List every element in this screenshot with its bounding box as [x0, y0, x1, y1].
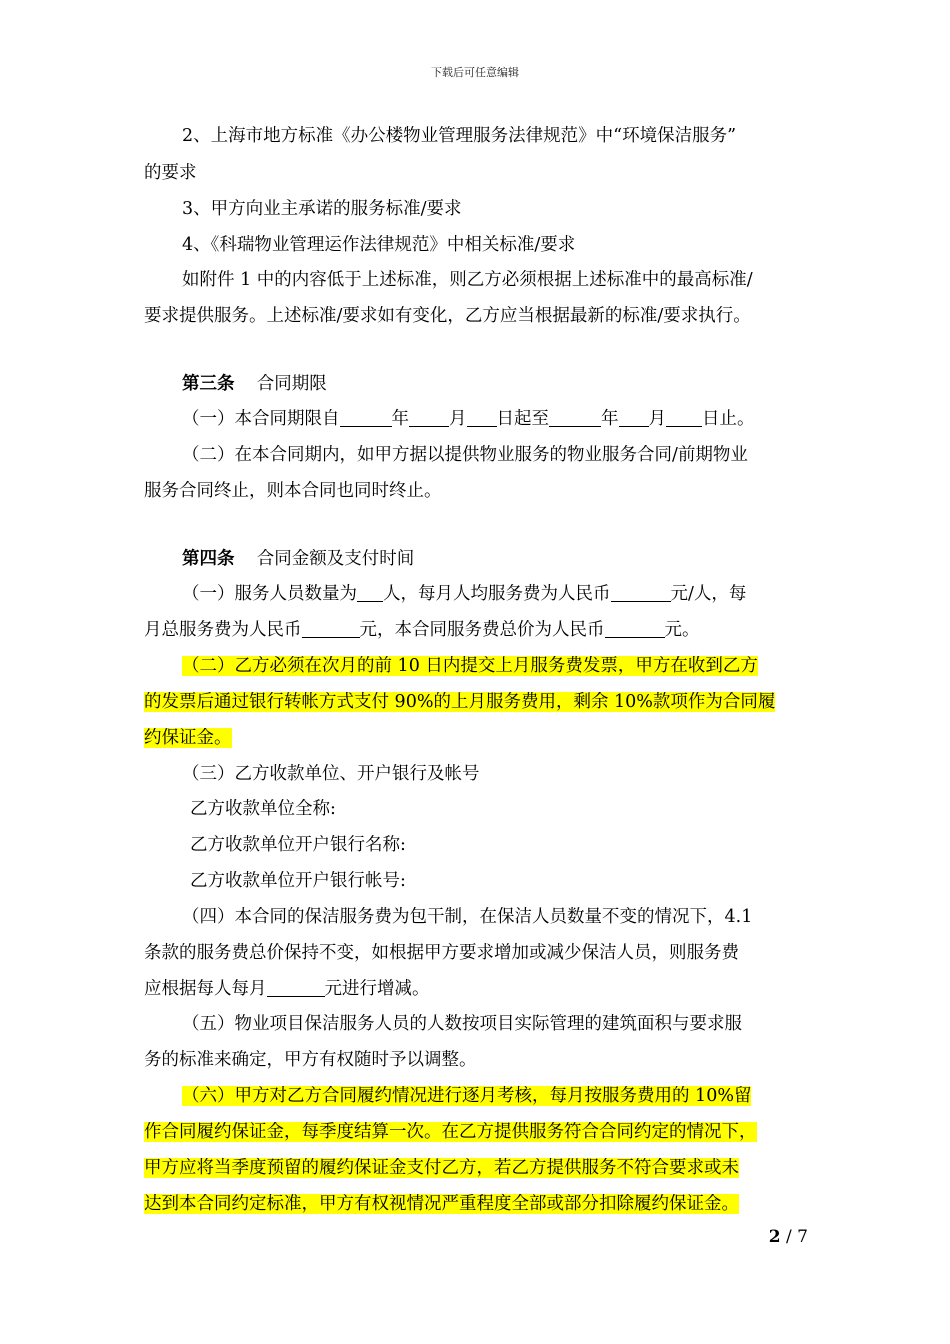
- amount-line: [144, 977, 430, 1001]
- text-run: 年: [391, 409, 409, 429]
- bank-info-line: 乙方收款单位开户银行帐号:: [190, 871, 406, 891]
- paragraph-line: （二）在本合同期内，如甲方据以提供物业服务的物业服务合同/前期物业: [182, 445, 748, 465]
- text-run: 元。: [664, 620, 700, 640]
- text-run: （一）服务人员数量为: [182, 584, 357, 604]
- paragraph-line: （五）物业项目保洁服务人员的人数按项目实际管理的建筑面积与要求服: [182, 1014, 742, 1034]
- highlighted-line: [182, 654, 758, 678]
- amount-line: [144, 618, 700, 642]
- highlighted-line: [144, 726, 232, 750]
- text-run: 年: [601, 409, 619, 429]
- section-title: 合同期限: [256, 374, 327, 394]
- text-run: 月总服务费为人民币: [144, 620, 302, 640]
- highlighted-text: （六）甲方对乙方合同履约情况进行逐月考核，每月按服务费用的 10%留: [182, 1086, 752, 1106]
- highlighted-text: 的发票后通过银行转帐方式支付 90%的上月服务费用，剩余 10%款项作为合同履: [144, 692, 776, 712]
- text-run: 元/人，每: [670, 584, 747, 604]
- highlighted-text: 甲方应将当季度预留的履约保证金支付乙方，若乙方提供服务不符合要求或未: [144, 1158, 739, 1178]
- text-run: 人，每月人均服务费为人民币: [383, 584, 611, 604]
- text-run: 月: [648, 409, 666, 429]
- section-heading-3: [182, 372, 327, 396]
- highlighted-text: （二）乙方必须在次月的前 10 日内提交上月服务费发票，甲方在收到乙方: [182, 656, 758, 676]
- highlighted-line: [182, 1084, 751, 1108]
- blank-line: [267, 979, 325, 997]
- blank-line: [467, 409, 497, 427]
- total-pages: 7: [797, 1227, 808, 1247]
- highlighted-line: [144, 690, 775, 714]
- text-run: （一）本合同期限自: [182, 409, 340, 429]
- highlighted-line: [144, 1120, 757, 1144]
- blank-line: [357, 584, 383, 602]
- blank-line: [666, 409, 702, 427]
- page-header: 下载后可任意编辑: [431, 66, 519, 79]
- highlighted-line: [144, 1192, 739, 1216]
- blank-line: [340, 409, 392, 427]
- paragraph-line: 务的标准来确定，甲方有权随时予以调整。: [144, 1050, 477, 1070]
- blank-line: [605, 620, 665, 638]
- blank-line: [409, 409, 449, 427]
- page-number: [769, 1227, 808, 1247]
- text-run: 元进行增减。: [324, 979, 430, 999]
- section-title: 合同金额及支付时间: [256, 549, 415, 569]
- blank-line: [619, 409, 649, 427]
- blank-line: [549, 409, 601, 427]
- current-page: 2: [768, 1227, 781, 1247]
- paragraph-line: 4、《科瑞物业管理运作法律规范》中相关标准/要求: [182, 235, 576, 255]
- text-run: 日起至: [496, 409, 549, 429]
- section-number: 第三条: [182, 374, 235, 394]
- bank-info-line: 乙方收款单位开户银行名称:: [190, 835, 406, 855]
- paragraph-line: 服务合同终止，则本合同也同时终止。: [144, 481, 442, 501]
- paragraph-line: （四）本合同的保洁服务费为包干制，在保洁人员数量不变的情况下，4.1: [182, 907, 753, 927]
- paragraph-line: 的要求: [144, 163, 197, 183]
- paragraph-line: 2、上海市地方标准《办公楼物业管理服务法律规范》中“环境保洁服务”: [182, 126, 737, 146]
- text-run: 元，本合同服务费总价为人民币: [359, 620, 605, 640]
- section-heading-4: [182, 547, 414, 571]
- text-run: 日止。: [702, 409, 755, 429]
- highlighted-text: 作合同履约保证金，每季度结算一次。在乙方提供服务符合合同约定的情况下，: [144, 1122, 757, 1142]
- highlighted-line: [144, 1156, 739, 1180]
- text-run: 应根据每人每月: [144, 979, 267, 999]
- blank-line: [611, 584, 671, 602]
- contract-term-line: [182, 407, 755, 431]
- paragraph-line: 如附件 1 中的内容低于上述标准，则乙方必须根据上述标准中的最高标准/: [182, 270, 753, 290]
- section-number: 第四条: [182, 549, 235, 569]
- text-run: 月: [449, 409, 467, 429]
- paragraph-line: 要求提供服务。上述标准/要求如有变化，乙方应当根据最新的标准/要求执行。: [144, 306, 751, 326]
- blank-line: [302, 620, 360, 638]
- amount-line: [182, 582, 746, 606]
- paragraph-line: 3、甲方向业主承诺的服务标准/要求: [182, 199, 462, 219]
- paragraph-line: （三）乙方收款单位、开户银行及帐号: [182, 764, 480, 784]
- highlighted-text: 达到本合同约定标准，甲方有权视情况严重程度全部或部分扣除履约保证金。: [144, 1194, 739, 1214]
- page-separator: /: [780, 1227, 798, 1247]
- paragraph-line: 条款的服务费总价保持不变，如根据甲方要求增加或减少保洁人员，则服务费: [144, 943, 739, 963]
- bank-info-line: 乙方收款单位全称:: [190, 799, 336, 819]
- highlighted-text: 约保证金。: [144, 728, 232, 748]
